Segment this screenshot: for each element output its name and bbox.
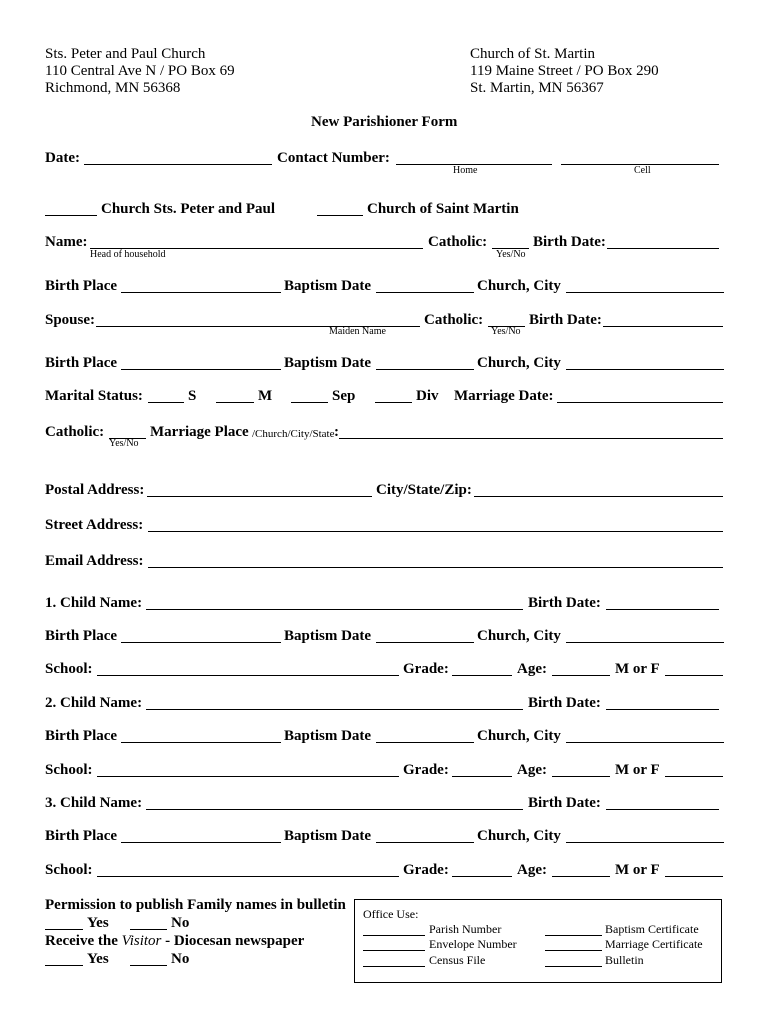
street-address-field[interactable] <box>148 531 723 532</box>
maiden-name-sublabel: Maiden Name <box>329 326 386 337</box>
city-state-zip-field[interactable] <box>474 496 723 497</box>
child1-school-label: School: <box>45 661 93 677</box>
child1-grade-label: Grade: <box>403 661 449 677</box>
postal-address-field[interactable] <box>147 496 372 497</box>
child3-baptism-date-label: Baptism Date <box>284 828 372 844</box>
church-spp-check[interactable] <box>45 215 97 216</box>
office-marriage-certificate-label: Marriage Certificate <box>605 937 703 951</box>
birth-date-field[interactable] <box>607 248 719 249</box>
spouse-birth-date-label: Birth Date: <box>529 312 602 328</box>
child1-baptism-date-label: Baptism Date <box>284 628 372 644</box>
church-city-state-sublabel: /Church/City/State <box>252 428 335 440</box>
head-of-household-sublabel: Head of household <box>90 249 166 260</box>
child3-m-or-f-label: M or F <box>615 862 660 878</box>
child2-m-or-f-field[interactable] <box>665 776 723 777</box>
child1-name-label: 1. Child Name: <box>45 595 143 611</box>
church2-address: 119 Maine Street / PO Box 290 <box>470 63 659 79</box>
child3-birth-place-label: Birth Place <box>45 828 118 844</box>
child3-name-label: 3. Child Name: <box>45 795 143 811</box>
visitor-yes-label: Yes <box>87 951 109 967</box>
child3-age-field[interactable] <box>552 876 610 877</box>
church-city-label: Church, City <box>477 278 561 294</box>
child3-birth-date-field[interactable] <box>606 809 719 810</box>
email-address-field[interactable] <box>148 567 723 568</box>
church-city-field[interactable] <box>566 292 724 293</box>
child2-baptism-date-field[interactable] <box>376 742 474 743</box>
spouse-baptism-date-label: Baptism Date <box>284 355 372 371</box>
spouse-label: Spouse: <box>45 312 96 328</box>
child2-school-label: School: <box>45 762 93 778</box>
church1-name: Sts. Peter and Paul Church <box>45 46 206 62</box>
church-spp-label: Church Sts. Peter and Paul <box>101 201 276 217</box>
contact-number-label: Contact Number: <box>277 150 390 166</box>
office-bulletin-label: Bulletin <box>605 953 644 967</box>
publish-yes-label: Yes <box>87 915 109 931</box>
child2-age-field[interactable] <box>552 776 610 777</box>
spouse-church-city-label: Church, City <box>477 355 561 371</box>
child3-name-field[interactable] <box>146 809 523 810</box>
marital-s-check[interactable] <box>148 402 184 403</box>
catholic-marriage-label: Catholic: <box>45 424 105 440</box>
child3-school-label: School: <box>45 862 93 878</box>
child3-church-city-label: Church, City <box>477 828 561 844</box>
child1-church-city-field[interactable] <box>566 642 724 643</box>
receive-visitor-label <box>45 933 304 950</box>
visitor-no-label: No <box>171 951 190 967</box>
child1-birth-place-label: Birth Place <box>45 628 118 644</box>
office-bulletin-field[interactable] <box>545 966 602 967</box>
form-title: New Parishioner Form <box>311 114 458 130</box>
marital-m-label: M <box>258 388 273 404</box>
email-address-label: Email Address: <box>45 553 144 569</box>
child1-age-field[interactable] <box>552 675 610 676</box>
marriage-place-field[interactable] <box>339 438 723 439</box>
yes-no-sublabel: Yes/No <box>496 249 526 260</box>
child1-school-field[interactable] <box>97 675 399 676</box>
child2-church-city-label: Church, City <box>477 728 561 744</box>
child2-name-label: 2. Child Name: <box>45 695 143 711</box>
office-envelope-number-label: Envelope Number <box>429 937 517 951</box>
child2-birth-date-field[interactable] <box>606 709 719 710</box>
office-baptism-certificate-field[interactable] <box>545 935 602 936</box>
publish-no-label: No <box>171 915 190 931</box>
child1-birth-date-field[interactable] <box>606 609 719 610</box>
visitor-no-check[interactable] <box>130 965 167 966</box>
child2-grade-field[interactable] <box>452 776 512 777</box>
child3-m-or-f-field[interactable] <box>665 876 723 877</box>
child1-birth-place-field[interactable] <box>121 642 281 643</box>
marital-div-label: Div <box>416 388 439 404</box>
child1-age-label: Age: <box>517 661 547 677</box>
child2-baptism-date-label: Baptism Date <box>284 728 372 744</box>
spouse-birth-date-field[interactable] <box>603 326 723 327</box>
visitor-title: Visitor <box>121 933 162 949</box>
child1-m-or-f-label: M or F <box>615 661 660 677</box>
child2-name-field[interactable] <box>146 709 523 710</box>
office-baptism-certificate-label: Baptism Certificate <box>605 922 699 936</box>
church2-city: St. Martin, MN 56367 <box>470 80 604 96</box>
child1-name-field[interactable] <box>146 609 523 610</box>
child2-church-city-field[interactable] <box>566 742 724 743</box>
child3-age-label: Age: <box>517 862 547 878</box>
office-census-file-field[interactable] <box>363 966 425 967</box>
child2-birth-place-label: Birth Place <box>45 728 118 744</box>
publish-no-check[interactable] <box>130 929 167 930</box>
church2-name: Church of St. Martin <box>470 46 595 62</box>
publish-permission-label: Permission to publish Family names in bulletin <box>45 897 346 913</box>
baptism-date-label: Baptism Date <box>284 278 372 294</box>
street-address-label: Street Address: <box>45 517 144 533</box>
child3-school-field[interactable] <box>97 876 399 877</box>
office-envelope-number-field[interactable] <box>363 950 425 951</box>
receive-prefix: Receive the <box>45 933 122 949</box>
office-marriage-certificate-field[interactable] <box>545 950 602 951</box>
child1-birth-date-label: Birth Date: <box>528 595 601 611</box>
child2-birth-place-field[interactable] <box>121 742 281 743</box>
office-parish-number-field[interactable] <box>363 935 425 936</box>
church1-city: Richmond, MN 56368 <box>45 80 181 96</box>
child1-grade-field[interactable] <box>452 675 512 676</box>
church1-address: 110 Central Ave N / PO Box 69 <box>45 63 235 79</box>
marriage-date-field[interactable] <box>557 402 723 403</box>
marital-status-label: Marital Status: <box>45 388 143 404</box>
birth-place-label: Birth Place <box>45 278 118 294</box>
child1-church-city-label: Church, City <box>477 628 561 644</box>
spouse-yes-no-sublabel: Yes/No <box>491 326 521 337</box>
marriage-place-colon: : <box>334 424 339 440</box>
office-census-file-label: Census File <box>429 953 486 967</box>
child2-m-or-f-label: M or F <box>615 762 660 778</box>
postal-address-label: Postal Address: <box>45 482 145 498</box>
child3-birth-date-label: Birth Date: <box>528 795 601 811</box>
cell-sublabel: Cell <box>634 165 651 176</box>
publish-yes-check[interactable] <box>45 929 83 930</box>
child3-grade-field[interactable] <box>452 876 512 877</box>
church-sm-label: Church of Saint Martin <box>367 201 519 217</box>
office-use-title: Office Use: <box>363 907 419 921</box>
baptism-date-field[interactable] <box>376 292 474 293</box>
child3-baptism-date-field[interactable] <box>376 842 474 843</box>
spouse-church-city-field[interactable] <box>566 369 724 370</box>
city-state-zip-label: City/State/Zip: <box>376 482 472 498</box>
marital-div-check[interactable] <box>375 402 412 403</box>
spouse-birth-place-label: Birth Place <box>45 355 118 371</box>
catholic-label: Catholic: <box>428 234 488 250</box>
birth-date-label: Birth Date: <box>533 234 606 250</box>
spouse-birth-place-field[interactable] <box>121 369 281 370</box>
spouse-catholic-label: Catholic: <box>424 312 484 328</box>
child3-church-city-field[interactable] <box>566 842 724 843</box>
office-parish-number-label: Parish Number <box>429 922 502 936</box>
catholic-marriage-yes-no-sublabel: Yes/No <box>109 438 139 449</box>
marriage-date-label: Marriage Date: <box>454 388 554 404</box>
date-label: Date: <box>45 150 80 166</box>
spouse-baptism-date-field[interactable] <box>376 369 474 370</box>
office-use-box <box>354 899 722 983</box>
marital-s-label: S <box>188 388 197 404</box>
birth-place-field[interactable] <box>121 292 281 293</box>
marital-sep-check[interactable] <box>291 402 328 403</box>
church-sm-check[interactable] <box>317 215 363 216</box>
child2-age-label: Age: <box>517 762 547 778</box>
child2-grade-label: Grade: <box>403 762 449 778</box>
marital-sep-label: Sep <box>332 388 356 404</box>
child3-grade-label: Grade: <box>403 862 449 878</box>
child2-school-field[interactable] <box>97 776 399 777</box>
marriage-place-label: Marriage Place <box>150 424 249 440</box>
name-label: Name: <box>45 234 88 250</box>
child1-baptism-date-field[interactable] <box>376 642 474 643</box>
visitor-yes-check[interactable] <box>45 965 83 966</box>
child2-birth-date-label: Birth Date: <box>528 695 601 711</box>
receive-suffix: - Diocesan newspaper <box>161 933 305 949</box>
child3-birth-place-field[interactable] <box>121 842 281 843</box>
child1-m-or-f-field[interactable] <box>665 675 723 676</box>
home-sublabel: Home <box>453 165 478 176</box>
marital-m-check[interactable] <box>216 402 254 403</box>
date-field[interactable] <box>84 164 272 165</box>
